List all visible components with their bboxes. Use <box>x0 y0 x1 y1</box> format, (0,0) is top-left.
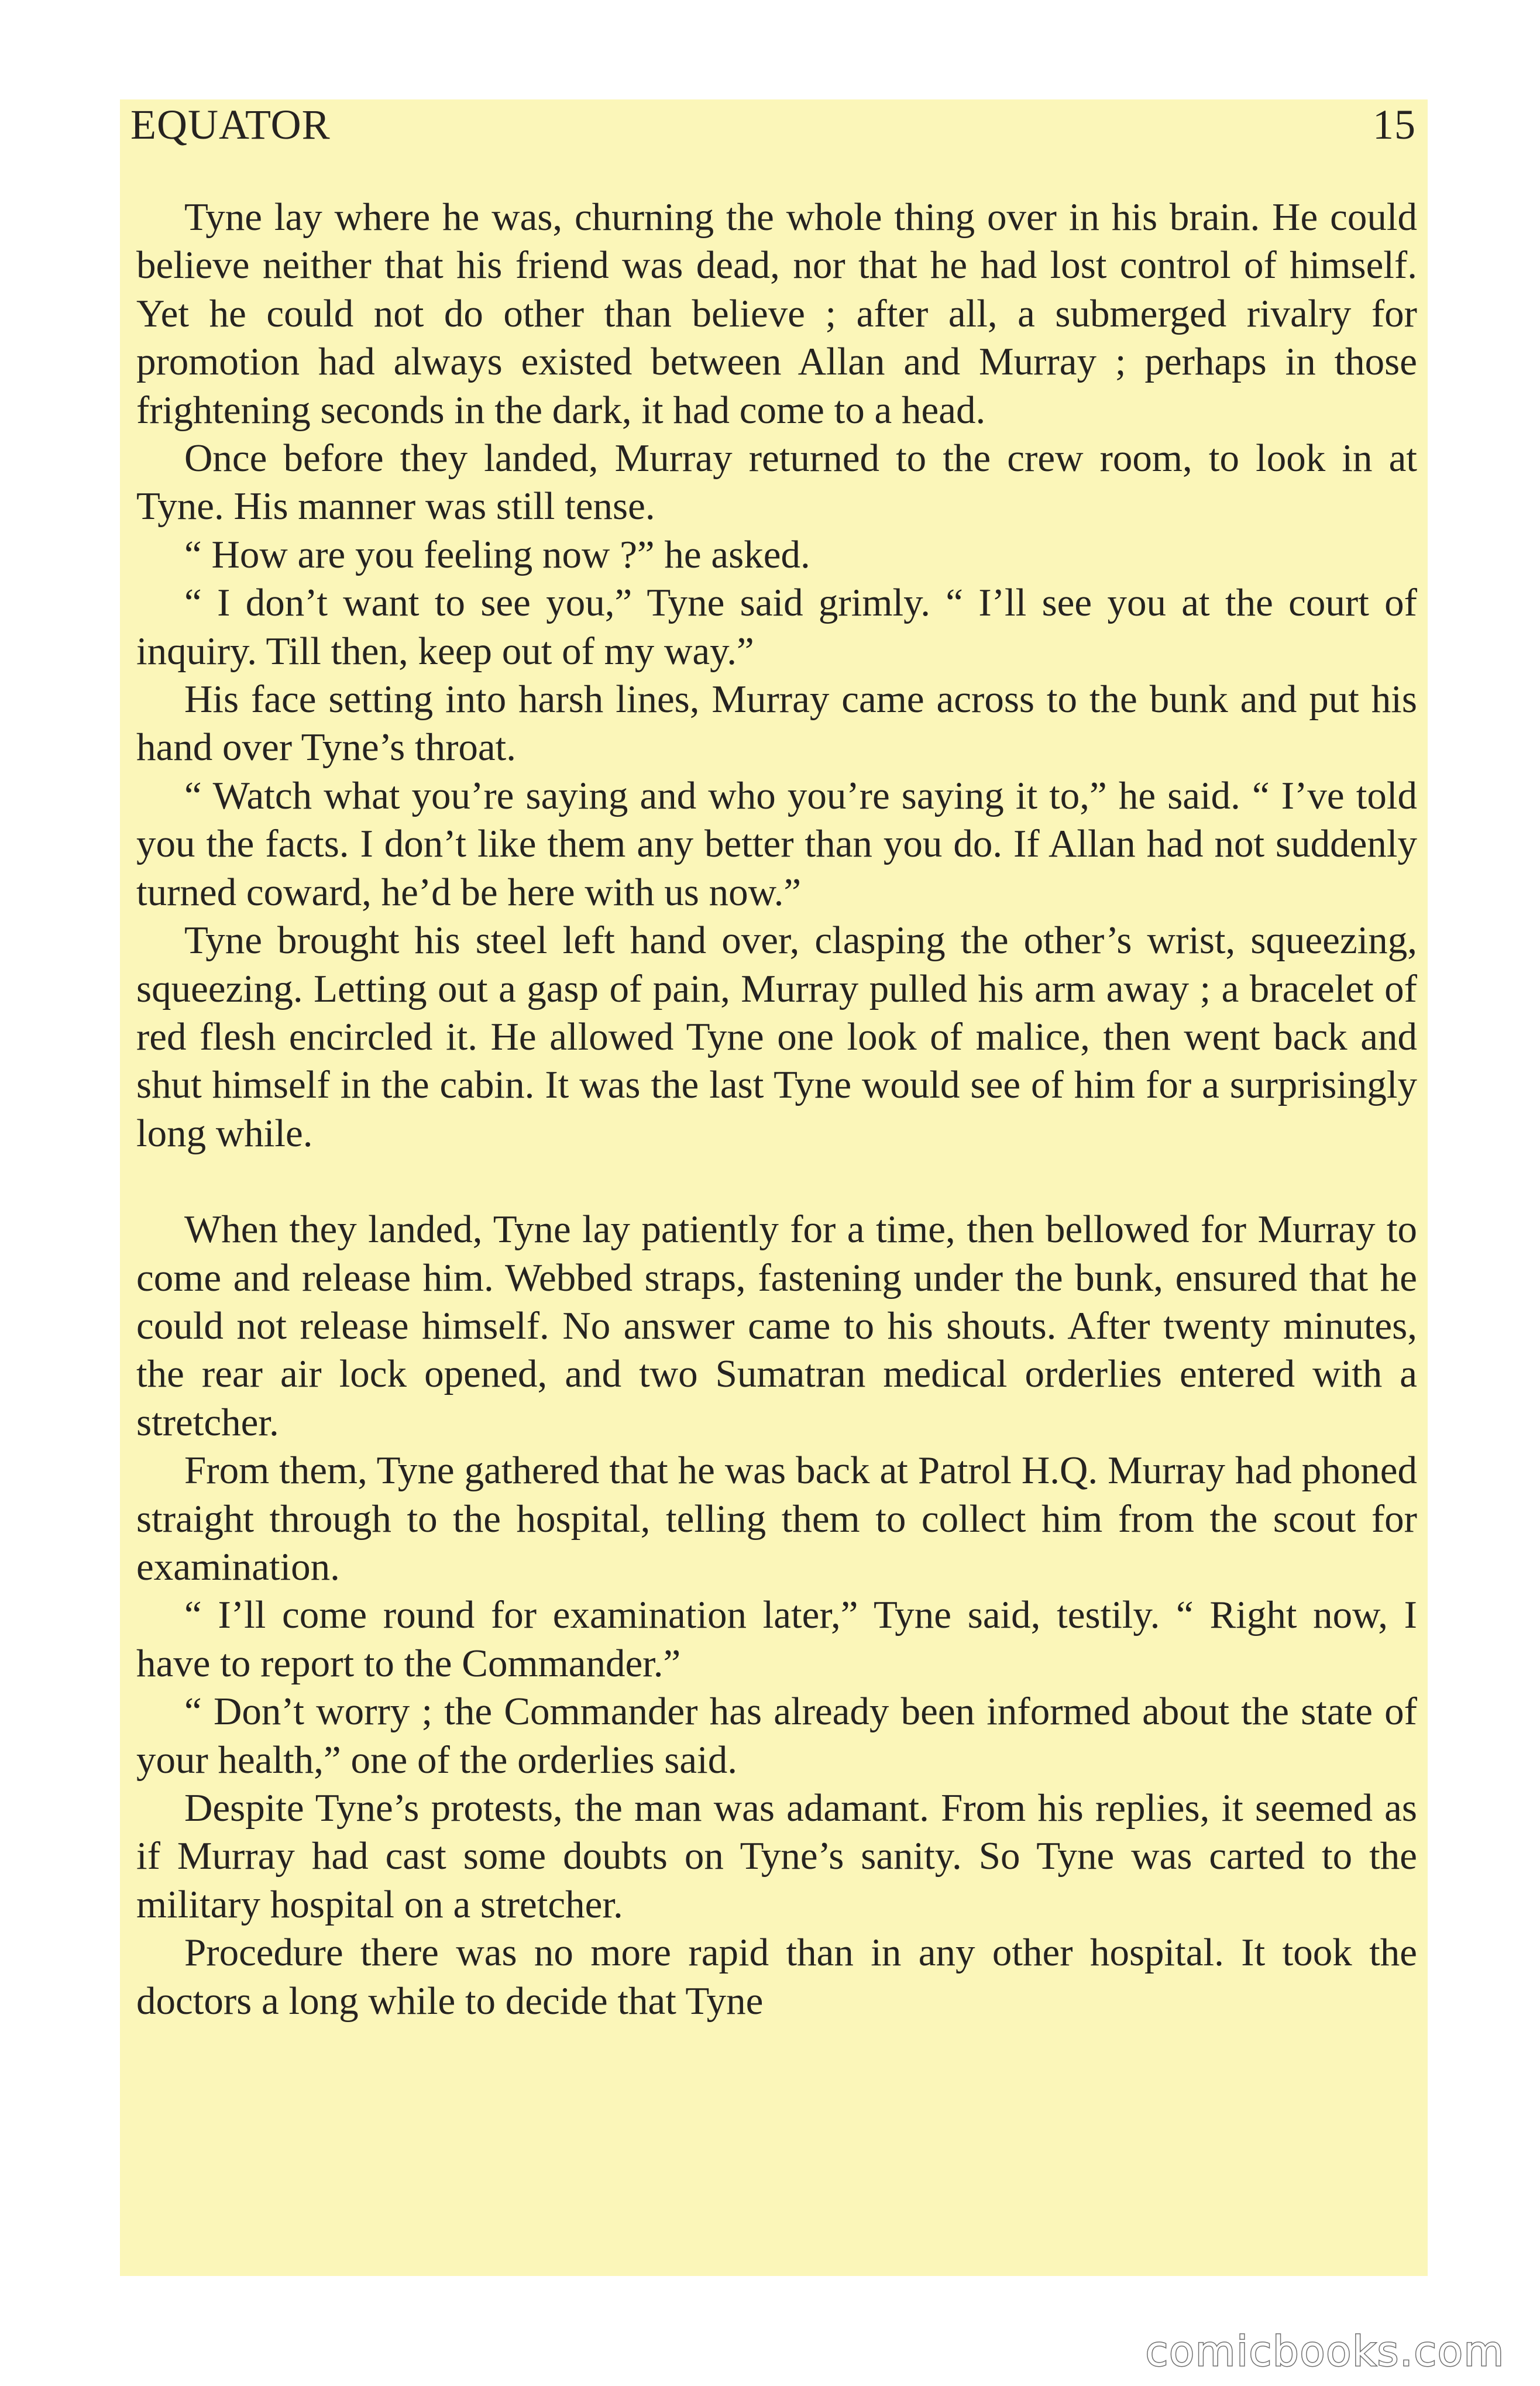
running-head <box>130 101 1416 159</box>
paragraph: Tyne brought his steel left hand over, clasping the other’s wrist, squeezing, squeezing. Letting out a gasp of pain, Murray pulled his arm away ; a bracelet of red flesh encircled it. He allowed Tyne one look of malice, then went back and shut himself in the cabin. It was the last Tyne would see of him for a surprisingly long while. <box>136 919 1417 1155</box>
paragraph: Tyne lay where he was, churning the whole thing over in his brain. He could believe neither that his friend was dead, nor that he had lost control of himself. Yet he could not do other than believe ; after all, a submerged rivalry for promotion had always existed between Allan and Murray ; perhaps in those frightening seconds in the dark, it had come to a head. <box>136 195 1417 432</box>
paragraph: Procedure there was no more rapid than in any other hospital. It took the doctors a long while to decide that Tyne <box>136 1931 1417 2023</box>
paragraph: When they landed, Tyne lay patiently for a time, then bellowed for Murray to come and release him. Webbed straps, fastening under the bunk, ensured that he could not release himself. No answer came to his shouts. After twenty minutes, the rear air lock opened, and two Sumatran medical orderlies entered with a stretcher. <box>136 1208 1417 1444</box>
watermark: comicbooks.com <box>1145 2327 1505 2375</box>
paragraph: “ How are you feeling now ?” he asked. <box>184 532 810 576</box>
paragraph: From them, Tyne gathered that he was back at Patrol H.Q. Murray had phoned straight through to the hospital, telling them to collect him from the scout for examination. <box>136 1449 1417 1589</box>
paragraph: His face setting into harsh lines, Murray came across to the bunk and put his hand over Tyne’s throat. <box>136 678 1417 769</box>
paragraph: “ I don’t want to see you,” Tyne said grimly. “ I’ll see you at the court of inquiry. Till then, keep out of my way.” <box>136 581 1417 673</box>
paragraph: Despite Tyne’s protests, the man was adamant. From his replies, it seemed as if Murray had cast some doubts on Tyne’s sanity. So Tyne was carted to the military hospital on a stretcher. <box>136 1786 1417 1926</box>
section-break <box>136 1157 1417 1205</box>
page-number: 15 <box>1373 101 1416 148</box>
book-page <box>120 99 1428 2276</box>
paragraph: “ I’ll come round for examination later,” Tyne said, testily. “ Right now, I have to report to the Commander.” <box>136 1593 1417 1685</box>
paragraph: Once before they landed, Murray returned to the crew room, to look in at Tyne. His manner was still tense. <box>136 436 1417 528</box>
paragraph: “ Don’t worry ; the Commander has already been informed about the state of your health,” one of the orderlies said. <box>136 1690 1417 1782</box>
running-head-title: EQUATOR <box>130 101 331 148</box>
paragraph: “ Watch what you’re saying and who you’re saying it to,” he said. “ I’ve told you the facts. I don’t like them any better than you do. If Allan had not suddenly turned coward, he’d be here with us now.” <box>136 773 1417 914</box>
body-text <box>136 193 1417 2025</box>
